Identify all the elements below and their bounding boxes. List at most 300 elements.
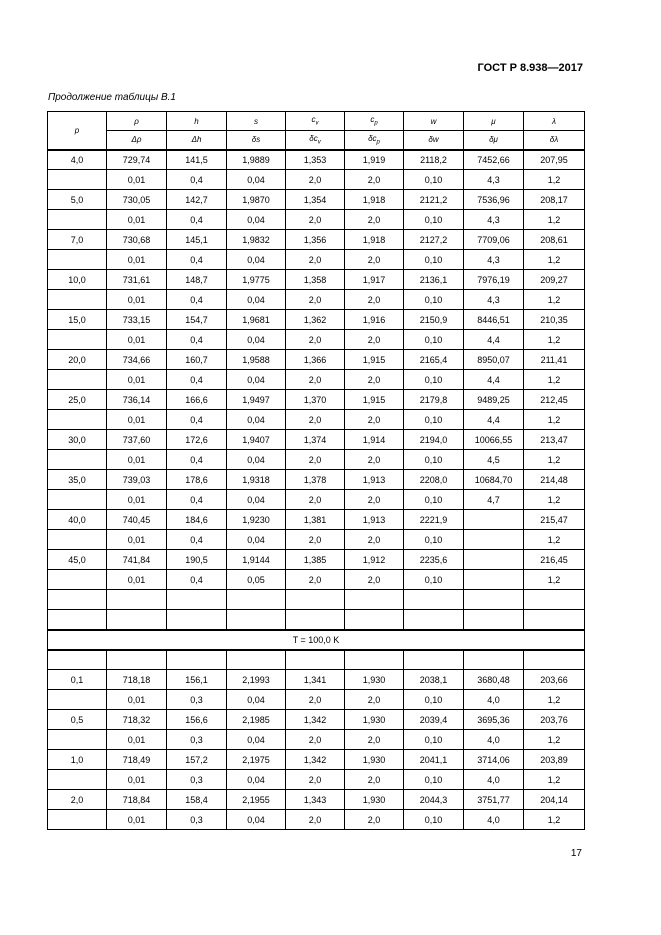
value-cell: 0,3 bbox=[167, 690, 227, 710]
value-cell: 0,01 bbox=[107, 490, 167, 510]
value-cell: 1,9870 bbox=[227, 190, 286, 210]
col-header-p: p bbox=[48, 112, 107, 150]
value-cell: 0,4 bbox=[167, 290, 227, 310]
value-cell: 736,14 bbox=[107, 390, 167, 410]
value-cell: 1,2 bbox=[524, 330, 585, 350]
value-cell: 145,1 bbox=[167, 230, 227, 250]
value-cell: 737,60 bbox=[107, 430, 167, 450]
value-cell: 203,66 bbox=[524, 670, 585, 690]
pressure-cell: 20,0 bbox=[48, 350, 107, 370]
table-row bbox=[48, 530, 585, 550]
value-cell: 4,0 bbox=[464, 770, 524, 790]
value-cell bbox=[404, 650, 464, 670]
value-cell: 1,362 bbox=[286, 310, 345, 330]
table-row bbox=[48, 510, 585, 530]
value-cell: 156,1 bbox=[167, 670, 227, 690]
value-cell: 3695,36 bbox=[464, 710, 524, 730]
value-cell: 2194,0 bbox=[404, 430, 464, 450]
value-cell bbox=[464, 550, 524, 570]
value-cell: 0,01 bbox=[107, 210, 167, 230]
value-cell: 190,5 bbox=[167, 550, 227, 570]
value-cell: 0,10 bbox=[404, 490, 464, 510]
table-row bbox=[48, 570, 585, 590]
value-cell: 2,0 bbox=[286, 730, 345, 750]
col-header-delta-lambda: δλ bbox=[524, 131, 585, 150]
value-cell: 733,15 bbox=[107, 310, 167, 330]
col-header-delta-h: Δh bbox=[167, 131, 227, 150]
value-cell: 0,04 bbox=[227, 490, 286, 510]
value-cell: 718,18 bbox=[107, 670, 167, 690]
value-cell bbox=[345, 610, 404, 630]
value-cell: 718,84 bbox=[107, 790, 167, 810]
col-header-delta-cv: $\delta c_v$ bbox=[286, 131, 345, 150]
value-cell: 210,35 bbox=[524, 310, 585, 330]
value-cell: 2208,0 bbox=[404, 470, 464, 490]
value-cell: 1,2 bbox=[524, 530, 585, 550]
value-cell: 0,04 bbox=[227, 370, 286, 390]
value-cell: 2127,2 bbox=[404, 230, 464, 250]
value-cell: 1,915 bbox=[345, 390, 404, 410]
value-cell bbox=[107, 590, 167, 610]
value-cell bbox=[167, 650, 227, 670]
value-cell: 0,04 bbox=[227, 170, 286, 190]
value-cell: 4,7 bbox=[464, 490, 524, 510]
value-cell: 7709,06 bbox=[464, 230, 524, 250]
value-cell: 2165,4 bbox=[404, 350, 464, 370]
table-row bbox=[48, 790, 585, 810]
value-cell: 2,0 bbox=[345, 490, 404, 510]
section-row-group bbox=[48, 630, 585, 650]
value-cell: 1,930 bbox=[345, 670, 404, 690]
value-cell: 2136,1 bbox=[404, 270, 464, 290]
table-row bbox=[48, 810, 585, 830]
value-cell: 734,66 bbox=[107, 350, 167, 370]
value-cell: 2,0 bbox=[286, 570, 345, 590]
value-cell bbox=[107, 650, 167, 670]
value-cell: 1,9889 bbox=[227, 150, 286, 170]
table-row bbox=[48, 770, 585, 790]
value-cell: 2,0 bbox=[345, 170, 404, 190]
properties-table bbox=[47, 111, 585, 830]
value-cell: 2041,1 bbox=[404, 750, 464, 770]
value-cell: 730,05 bbox=[107, 190, 167, 210]
value-cell: 0,01 bbox=[107, 810, 167, 830]
value-cell: 0,04 bbox=[227, 250, 286, 270]
value-cell: 215,47 bbox=[524, 510, 585, 530]
value-cell: 2121,2 bbox=[404, 190, 464, 210]
value-cell bbox=[286, 590, 345, 610]
pressure-cell bbox=[48, 290, 107, 310]
value-cell: 1,2 bbox=[524, 290, 585, 310]
value-cell: 729,74 bbox=[107, 150, 167, 170]
value-cell: 2044,3 bbox=[404, 790, 464, 810]
value-cell: 2,0 bbox=[345, 330, 404, 350]
value-cell: 0,04 bbox=[227, 210, 286, 230]
pressure-cell: 4,0 bbox=[48, 150, 107, 170]
value-cell: 1,9144 bbox=[227, 550, 286, 570]
table-row bbox=[48, 230, 585, 250]
value-cell: 1,342 bbox=[286, 710, 345, 730]
table-row bbox=[48, 270, 585, 290]
value-cell: 718,49 bbox=[107, 750, 167, 770]
value-cell: 0,10 bbox=[404, 770, 464, 790]
value-cell: 8446,51 bbox=[464, 310, 524, 330]
pressure-cell bbox=[48, 570, 107, 590]
value-cell bbox=[524, 610, 585, 630]
value-cell: 1,918 bbox=[345, 190, 404, 210]
value-cell bbox=[464, 650, 524, 670]
value-cell: 216,45 bbox=[524, 550, 585, 570]
pressure-cell: 0,1 bbox=[48, 670, 107, 690]
value-cell: 0,01 bbox=[107, 730, 167, 750]
value-cell bbox=[524, 650, 585, 670]
value-cell: 1,9407 bbox=[227, 430, 286, 450]
table-row bbox=[48, 210, 585, 230]
value-cell: 1,930 bbox=[345, 790, 404, 810]
value-cell: 0,04 bbox=[227, 410, 286, 430]
value-cell: 0,10 bbox=[404, 330, 464, 350]
page-number: 17 bbox=[570, 848, 582, 859]
pressure-cell: 15,0 bbox=[48, 310, 107, 330]
value-cell bbox=[464, 510, 524, 530]
value-cell: 2,0 bbox=[345, 370, 404, 390]
value-cell: 1,919 bbox=[345, 150, 404, 170]
value-cell: 10684,70 bbox=[464, 470, 524, 490]
col-header-delta-cp: $\delta c_p$ bbox=[345, 131, 404, 150]
value-cell: 1,358 bbox=[286, 270, 345, 290]
value-cell: 211,41 bbox=[524, 350, 585, 370]
value-cell: 1,2 bbox=[524, 570, 585, 590]
value-cell: 2,0 bbox=[345, 290, 404, 310]
section-row bbox=[48, 630, 585, 650]
table-body-upper bbox=[48, 150, 585, 630]
value-cell: 1,2 bbox=[524, 210, 585, 230]
value-cell: 4,3 bbox=[464, 250, 524, 270]
value-cell: 4,3 bbox=[464, 170, 524, 190]
value-cell: 739,03 bbox=[107, 470, 167, 490]
pressure-cell bbox=[48, 770, 107, 790]
value-cell: 1,913 bbox=[345, 470, 404, 490]
table-row bbox=[48, 470, 585, 490]
pressure-cell bbox=[48, 530, 107, 550]
value-cell: 4,5 bbox=[464, 450, 524, 470]
table-row bbox=[48, 390, 585, 410]
table-row bbox=[48, 610, 585, 630]
table-row bbox=[48, 370, 585, 390]
value-cell: 1,356 bbox=[286, 230, 345, 250]
pressure-cell bbox=[48, 610, 107, 630]
value-cell: 2235,6 bbox=[404, 550, 464, 570]
value-cell: 0,10 bbox=[404, 170, 464, 190]
value-cell: 0,04 bbox=[227, 770, 286, 790]
table-row bbox=[48, 750, 585, 770]
pressure-cell bbox=[48, 810, 107, 830]
value-cell: 1,9588 bbox=[227, 350, 286, 370]
value-cell: 718,32 bbox=[107, 710, 167, 730]
pressure-cell bbox=[48, 730, 107, 750]
pressure-cell bbox=[48, 370, 107, 390]
value-cell: 157,2 bbox=[167, 750, 227, 770]
table-row bbox=[48, 150, 585, 170]
value-cell: 741,84 bbox=[107, 550, 167, 570]
value-cell bbox=[227, 610, 286, 630]
value-cell: 2039,4 bbox=[404, 710, 464, 730]
value-cell: 1,9230 bbox=[227, 510, 286, 530]
value-cell: 2,0 bbox=[286, 290, 345, 310]
value-cell bbox=[345, 650, 404, 670]
col-header-lambda: λ bbox=[524, 112, 585, 131]
value-cell: 158,4 bbox=[167, 790, 227, 810]
pressure-cell: 0,5 bbox=[48, 710, 107, 730]
pressure-cell: 2,0 bbox=[48, 790, 107, 810]
value-cell: 141,5 bbox=[167, 150, 227, 170]
table-row bbox=[48, 650, 585, 670]
table-row bbox=[48, 170, 585, 190]
value-cell bbox=[167, 610, 227, 630]
col-header-w: w bbox=[404, 112, 464, 131]
pressure-cell bbox=[48, 490, 107, 510]
value-cell: 4,0 bbox=[464, 690, 524, 710]
value-cell: 1,374 bbox=[286, 430, 345, 450]
value-cell: 2,0 bbox=[286, 770, 345, 790]
value-cell: 208,61 bbox=[524, 230, 585, 250]
value-cell: 213,47 bbox=[524, 430, 585, 450]
value-cell: 7536,96 bbox=[464, 190, 524, 210]
col-header-s: s bbox=[227, 112, 286, 131]
value-cell: 2,1993 bbox=[227, 670, 286, 690]
value-cell bbox=[107, 610, 167, 630]
col-header-delta-s: δs bbox=[227, 131, 286, 150]
pressure-cell bbox=[48, 650, 107, 670]
header-row-values bbox=[48, 112, 585, 131]
value-cell bbox=[227, 650, 286, 670]
value-cell: 0,10 bbox=[404, 250, 464, 270]
value-cell: 2038,1 bbox=[404, 670, 464, 690]
value-cell: 156,6 bbox=[167, 710, 227, 730]
value-cell: 0,10 bbox=[404, 530, 464, 550]
value-cell: 0,4 bbox=[167, 410, 227, 430]
pressure-cell bbox=[48, 170, 107, 190]
value-cell: 0,01 bbox=[107, 290, 167, 310]
value-cell: 203,76 bbox=[524, 710, 585, 730]
col-header-cv: $c_v$ bbox=[286, 112, 345, 131]
temperature-section-title: T = 100,0 K bbox=[48, 630, 585, 650]
value-cell: 1,2 bbox=[524, 370, 585, 390]
value-cell: 208,17 bbox=[524, 190, 585, 210]
value-cell: 2,0 bbox=[345, 210, 404, 230]
value-cell: 0,04 bbox=[227, 450, 286, 470]
value-cell: 740,45 bbox=[107, 510, 167, 530]
value-cell: 1,366 bbox=[286, 350, 345, 370]
value-cell: 7976,19 bbox=[464, 270, 524, 290]
value-cell: 0,01 bbox=[107, 170, 167, 190]
table-row bbox=[48, 310, 585, 330]
value-cell: 184,6 bbox=[167, 510, 227, 530]
value-cell: 1,9497 bbox=[227, 390, 286, 410]
value-cell: 2118,2 bbox=[404, 150, 464, 170]
value-cell: 731,61 bbox=[107, 270, 167, 290]
value-cell: 1,2 bbox=[524, 410, 585, 430]
value-cell: 3714,06 bbox=[464, 750, 524, 770]
value-cell bbox=[464, 570, 524, 590]
value-cell: 0,4 bbox=[167, 250, 227, 270]
value-cell: 0,10 bbox=[404, 690, 464, 710]
value-cell: 214,48 bbox=[524, 470, 585, 490]
value-cell: 2,1975 bbox=[227, 750, 286, 770]
value-cell: 4,3 bbox=[464, 210, 524, 230]
table-row bbox=[48, 590, 585, 610]
table-row bbox=[48, 730, 585, 750]
value-cell: 1,2 bbox=[524, 170, 585, 190]
pressure-cell: 35,0 bbox=[48, 470, 107, 490]
value-cell: 0,4 bbox=[167, 170, 227, 190]
pressure-cell bbox=[48, 250, 107, 270]
value-cell: 1,2 bbox=[524, 810, 585, 830]
value-cell: 0,04 bbox=[227, 810, 286, 830]
value-cell: 2,0 bbox=[286, 370, 345, 390]
value-cell: 0,01 bbox=[107, 450, 167, 470]
value-cell: 1,913 bbox=[345, 510, 404, 530]
value-cell: 172,6 bbox=[167, 430, 227, 450]
value-cell: 0,01 bbox=[107, 570, 167, 590]
value-cell: 3680,48 bbox=[464, 670, 524, 690]
pressure-cell bbox=[48, 210, 107, 230]
value-cell: 148,7 bbox=[167, 270, 227, 290]
value-cell bbox=[404, 610, 464, 630]
table-row bbox=[48, 450, 585, 470]
table-row bbox=[48, 690, 585, 710]
value-cell: 2,0 bbox=[345, 690, 404, 710]
value-cell: 1,370 bbox=[286, 390, 345, 410]
value-cell: 2,1955 bbox=[227, 790, 286, 810]
value-cell: 0,04 bbox=[227, 730, 286, 750]
value-cell: 0,4 bbox=[167, 450, 227, 470]
value-cell: 2,0 bbox=[345, 570, 404, 590]
value-cell: 154,7 bbox=[167, 310, 227, 330]
value-cell: 10066,55 bbox=[464, 430, 524, 450]
value-cell bbox=[464, 530, 524, 550]
value-cell: 0,4 bbox=[167, 570, 227, 590]
value-cell: 1,354 bbox=[286, 190, 345, 210]
value-cell: 2,0 bbox=[345, 770, 404, 790]
value-cell: 2,0 bbox=[286, 490, 345, 510]
value-cell: 2,1985 bbox=[227, 710, 286, 730]
value-cell: 2,0 bbox=[286, 250, 345, 270]
table-body-lower bbox=[48, 650, 585, 830]
value-cell: 142,7 bbox=[167, 190, 227, 210]
pressure-cell: 45,0 bbox=[48, 550, 107, 570]
value-cell: 0,4 bbox=[167, 490, 227, 510]
value-cell: 0,4 bbox=[167, 530, 227, 550]
value-cell: 0,01 bbox=[107, 690, 167, 710]
value-cell: 2,0 bbox=[286, 690, 345, 710]
value-cell: 3751,77 bbox=[464, 790, 524, 810]
value-cell: 730,68 bbox=[107, 230, 167, 250]
value-cell: 0,10 bbox=[404, 370, 464, 390]
value-cell: 1,2 bbox=[524, 250, 585, 270]
value-cell: 1,341 bbox=[286, 670, 345, 690]
value-cell: 0,10 bbox=[404, 730, 464, 750]
header-row-uncertainty bbox=[48, 131, 585, 150]
value-cell bbox=[464, 610, 524, 630]
col-header-delta-rho: Δρ bbox=[107, 131, 167, 150]
value-cell: 209,27 bbox=[524, 270, 585, 290]
value-cell: 4,3 bbox=[464, 290, 524, 310]
value-cell: 0,10 bbox=[404, 450, 464, 470]
col-header-cp: $c_p$ bbox=[345, 112, 404, 131]
value-cell: 1,912 bbox=[345, 550, 404, 570]
value-cell: 0,10 bbox=[404, 810, 464, 830]
value-cell: 0,04 bbox=[227, 690, 286, 710]
value-cell: 0,10 bbox=[404, 290, 464, 310]
table-row bbox=[48, 670, 585, 690]
value-cell bbox=[227, 590, 286, 610]
value-cell: 178,6 bbox=[167, 470, 227, 490]
table-row bbox=[48, 550, 585, 570]
value-cell: 204,14 bbox=[524, 790, 585, 810]
value-cell: 1,916 bbox=[345, 310, 404, 330]
standard-code: ГОСТ Р 8.938—2017 bbox=[477, 62, 583, 74]
value-cell: 2,0 bbox=[286, 530, 345, 550]
value-cell: 0,01 bbox=[107, 330, 167, 350]
pressure-cell: 30,0 bbox=[48, 430, 107, 450]
value-cell: 1,2 bbox=[524, 730, 585, 750]
table-row bbox=[48, 410, 585, 430]
value-cell: 0,10 bbox=[404, 410, 464, 430]
value-cell: 1,917 bbox=[345, 270, 404, 290]
value-cell: 2,0 bbox=[345, 450, 404, 470]
value-cell: 0,04 bbox=[227, 290, 286, 310]
value-cell: 2,0 bbox=[345, 410, 404, 430]
value-cell: 4,0 bbox=[464, 810, 524, 830]
value-cell bbox=[524, 590, 585, 610]
pressure-cell: 5,0 bbox=[48, 190, 107, 210]
value-cell: 1,378 bbox=[286, 470, 345, 490]
value-cell: 9489,25 bbox=[464, 390, 524, 410]
value-cell: 2,0 bbox=[345, 810, 404, 830]
value-cell: 2,0 bbox=[286, 330, 345, 350]
value-cell bbox=[345, 590, 404, 610]
value-cell: 0,05 bbox=[227, 570, 286, 590]
value-cell: 2179,8 bbox=[404, 390, 464, 410]
table-row bbox=[48, 190, 585, 210]
value-cell: 0,10 bbox=[404, 210, 464, 230]
value-cell: 4,4 bbox=[464, 410, 524, 430]
value-cell: 1,342 bbox=[286, 750, 345, 770]
value-cell: 2,0 bbox=[286, 170, 345, 190]
value-cell: 203,89 bbox=[524, 750, 585, 770]
col-header-h: h bbox=[167, 112, 227, 131]
value-cell: 2,0 bbox=[345, 730, 404, 750]
value-cell: 2,0 bbox=[345, 250, 404, 270]
col-header-delta-mu: δμ bbox=[464, 131, 524, 150]
value-cell: 1,918 bbox=[345, 230, 404, 250]
pressure-cell bbox=[48, 330, 107, 350]
value-cell: 207,95 bbox=[524, 150, 585, 170]
value-cell: 1,385 bbox=[286, 550, 345, 570]
value-cell: 4,4 bbox=[464, 330, 524, 350]
value-cell: 2,0 bbox=[286, 410, 345, 430]
value-cell: 0,01 bbox=[107, 250, 167, 270]
pressure-cell: 1,0 bbox=[48, 750, 107, 770]
col-header-rho: ρ bbox=[107, 112, 167, 131]
value-cell: 1,9832 bbox=[227, 230, 286, 250]
pressure-cell: 7,0 bbox=[48, 230, 107, 250]
value-cell: 2,0 bbox=[286, 810, 345, 830]
pressure-cell: 25,0 bbox=[48, 390, 107, 410]
pressure-cell bbox=[48, 410, 107, 430]
value-cell: 0,3 bbox=[167, 730, 227, 750]
